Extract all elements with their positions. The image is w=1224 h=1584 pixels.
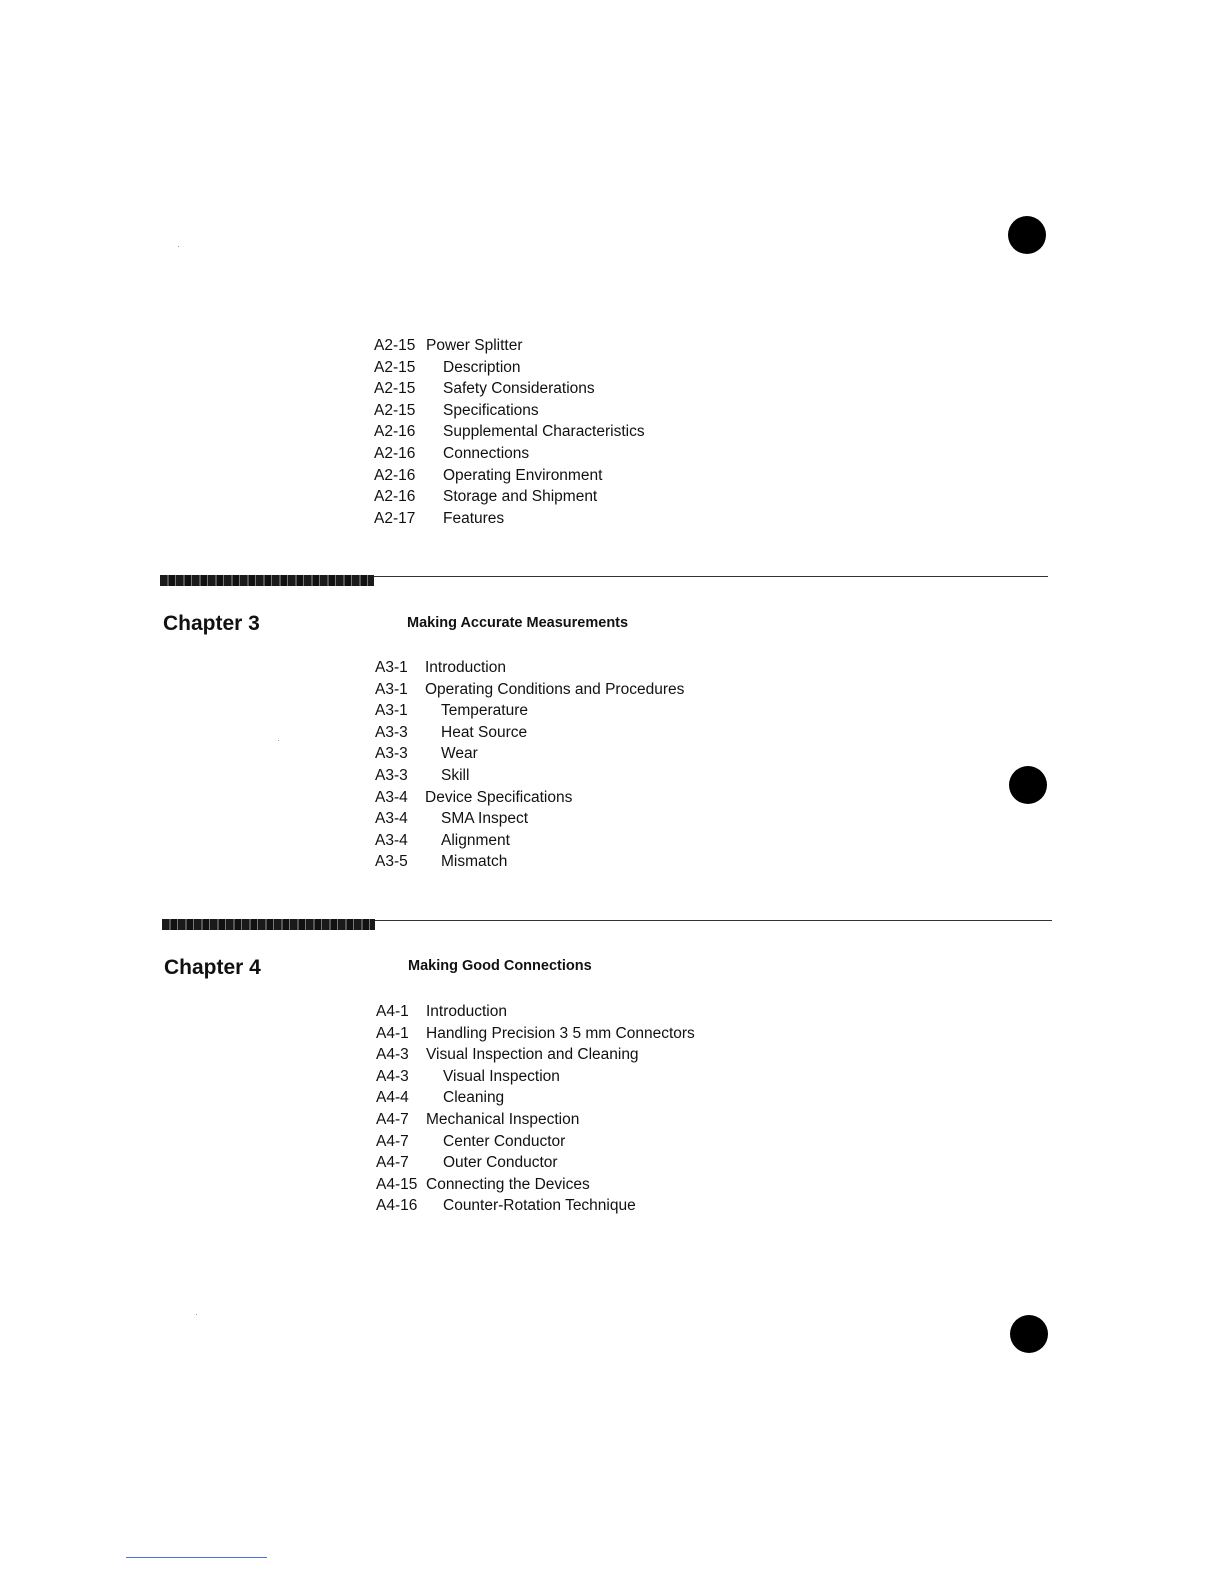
toc-entry-title: Connecting the Devices: [426, 1175, 590, 1193]
toc-entry-title: Wear: [441, 745, 478, 763]
toc-entry-title: Alignment: [441, 831, 510, 849]
toc-entry-title: Features: [443, 509, 505, 527]
chapter-3-title: Making Accurate Measurements: [407, 615, 629, 631]
toc-entry-title: Visual Inspection and Cleaning: [426, 1046, 639, 1064]
toc-entry-title: Mismatch: [441, 853, 508, 871]
toc-entry-title: Supplemental Characteristics: [443, 423, 645, 441]
binder-hole-bottom: [1010, 1315, 1048, 1353]
toc-entry-title: SMA Inspect: [441, 810, 529, 828]
toc-page-number: A4-3: [376, 1067, 409, 1085]
toc-entry-title: Device Specifications: [425, 788, 573, 806]
toc-page-number: A2-15: [374, 401, 416, 419]
toc-page-number: A3-1: [375, 659, 408, 676]
chapter-3-label: Chapter 3: [163, 612, 260, 635]
toc-entry-title: Description: [443, 358, 521, 376]
toc-page-number: A2-16: [374, 423, 416, 441]
chapter-4-title: Making Good Connections: [408, 958, 592, 974]
toc-page-number: A4-1: [376, 1024, 409, 1042]
toc-page-number: A3-3: [375, 766, 408, 784]
scan-speck: [178, 246, 179, 247]
toc-page-number: A3-3: [375, 723, 408, 741]
bottom-margin-line: [126, 1557, 267, 1558]
toc-page-number: A2-16: [374, 444, 416, 462]
toc-page-number: A2-16: [374, 466, 416, 484]
toc-entry-title: Outer Conductor: [443, 1154, 558, 1172]
binder-hole-top: [1008, 216, 1046, 254]
toc-entry-title: Introduction: [426, 1003, 507, 1020]
toc-entry-title: Center Conductor: [443, 1132, 566, 1150]
toc-page-number: A4-7: [376, 1110, 409, 1128]
chapter-4-label: Chapter 4: [164, 956, 261, 979]
scan-speck: [196, 1314, 197, 1315]
toc-entry-title: Connections: [443, 444, 530, 462]
toc-page-number: A2-17: [374, 509, 416, 527]
toc-page-number: A2-16: [374, 488, 416, 506]
toc-entry-title: Power Splitter: [426, 337, 523, 354]
toc-entry-title: Skill: [441, 766, 470, 784]
toc-page-number: A4-4: [376, 1089, 409, 1107]
toc-entry-title: Operating Conditions and Procedures: [425, 680, 685, 698]
toc-entry-title: Specifications: [443, 401, 539, 419]
toc-page-number: A4-16: [376, 1197, 418, 1215]
toc-entry-title: Heat Source: [441, 723, 528, 741]
toc-entry-title: Introduction: [425, 659, 506, 676]
toc-page-number: A3-4: [375, 788, 408, 806]
toc-page-number: A3-4: [375, 810, 408, 828]
toc-page-number: A3-1: [375, 680, 408, 698]
toc-page-number: A4-3: [376, 1046, 409, 1064]
toc-page-number: A3-4: [375, 831, 408, 849]
toc-entry-title: Handling Precision 3 5 mm Connectors: [426, 1024, 695, 1042]
binder-hole-middle: [1009, 766, 1047, 804]
toc-entry-title: Operating Environment: [443, 466, 603, 484]
toc-entry-title: Safety Considerations: [443, 380, 595, 398]
scan-speck: [278, 740, 279, 741]
toc-entry-title: Storage and Shipment: [443, 488, 598, 506]
toc-page-number: A3-3: [375, 745, 408, 763]
toc-page-number: A4-7: [376, 1132, 409, 1150]
toc-entry-title: Temperature: [441, 702, 529, 720]
toc-entry-title: Mechanical Inspection: [426, 1110, 580, 1128]
toc-page-number: A3-1: [375, 702, 408, 720]
toc-page-number: A4-7: [376, 1154, 409, 1172]
toc-page-number: A4-1: [376, 1003, 409, 1020]
toc-entry-title: Cleaning: [443, 1089, 505, 1107]
toc-page-number: A4-15: [376, 1175, 418, 1193]
toc-entry-title: Visual Inspection: [443, 1067, 560, 1085]
toc-page-number: A2-15: [374, 380, 416, 398]
toc-page-number: A2-15: [374, 358, 416, 376]
toc-entry-title: Counter-Rotation Technique: [443, 1197, 636, 1215]
toc-page-number: A2-15: [374, 337, 416, 354]
toc-page-number: A3-5: [375, 853, 408, 871]
